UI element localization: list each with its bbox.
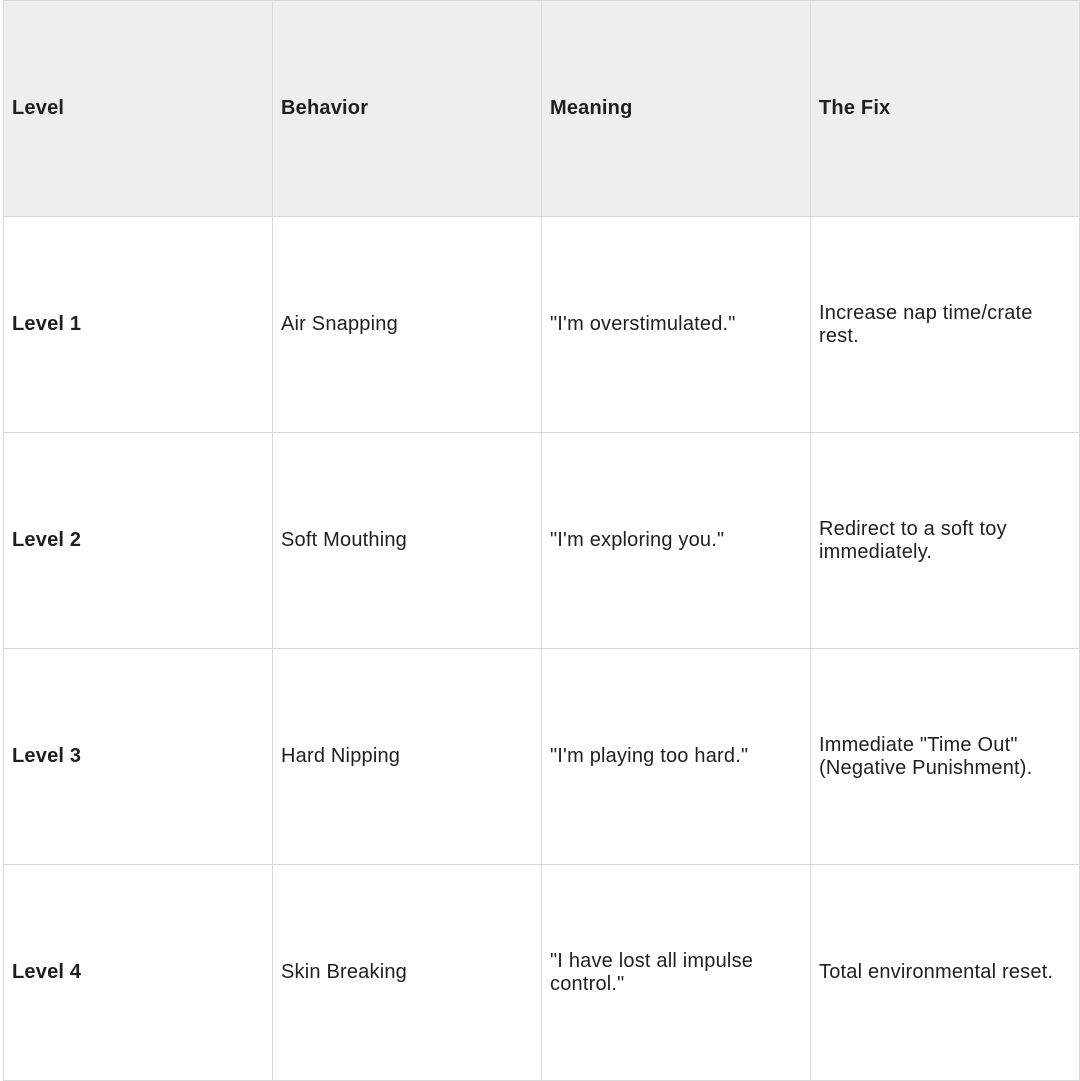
table-body	[4, 217, 1080, 1081]
header-fix: The Fix	[811, 1, 1080, 217]
bite-levels-table-container	[3, 0, 1080, 1080]
table-row	[4, 433, 1080, 649]
behavior-cell: Air Snapping	[273, 217, 542, 433]
level-cell: Level 4	[4, 865, 273, 1081]
behavior-cell: Soft Mouthing	[273, 433, 542, 649]
table-row	[4, 865, 1080, 1081]
level-cell: Level 2	[4, 433, 273, 649]
bite-levels-table	[3, 0, 1080, 1081]
table-header	[4, 1, 1080, 217]
header-behavior: Behavior	[273, 1, 542, 217]
header-level: Level	[4, 1, 273, 217]
fix-cell: Immediate "Time Out" (Negative Punishment).	[811, 649, 1080, 865]
behavior-cell: Hard Nipping	[273, 649, 542, 865]
level-cell: Level 3	[4, 649, 273, 865]
meaning-cell: "I'm playing too hard."	[542, 649, 811, 865]
behavior-cell: Skin Breaking	[273, 865, 542, 1081]
header-meaning: Meaning	[542, 1, 811, 217]
level-cell: Level 1	[4, 217, 273, 433]
meaning-cell: "I'm exploring you."	[542, 433, 811, 649]
fix-cell: Total environmental reset.	[811, 865, 1080, 1081]
table-row	[4, 217, 1080, 433]
fix-cell: Redirect to a soft toy immediately.	[811, 433, 1080, 649]
header-row	[4, 1, 1080, 217]
meaning-cell: "I'm overstimulated."	[542, 217, 811, 433]
table-row	[4, 649, 1080, 865]
meaning-cell: "I have lost all impulse control."	[542, 865, 811, 1081]
fix-cell: Increase nap time/crate rest.	[811, 217, 1080, 433]
